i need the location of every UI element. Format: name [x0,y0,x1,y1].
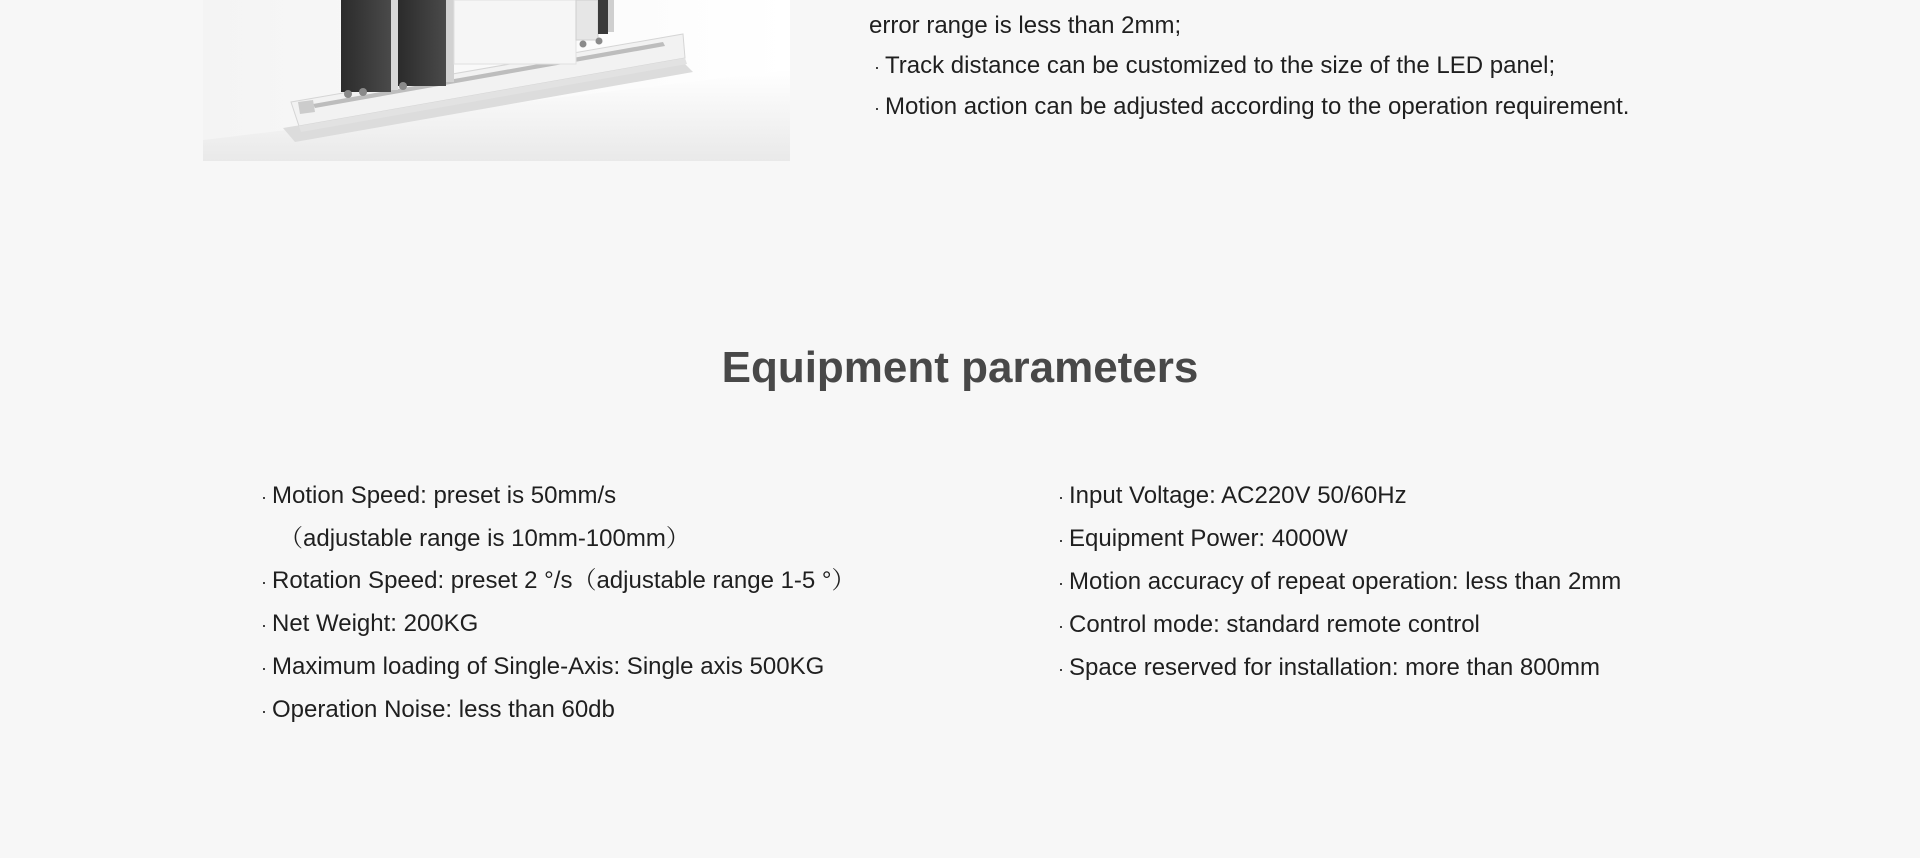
param-item [261,646,856,689]
bullet-dot: · [874,57,880,77]
led-track-illustration [203,0,790,161]
bullet-dot: · [874,98,880,118]
features-list [869,6,1869,128]
param-item [261,475,856,518]
param-item [1058,604,1621,647]
param-text: Motion Speed: preset is 50mm/s [272,482,617,509]
param-text: Motion accuracy of repeat operation: less than 2mm [1069,568,1622,595]
param-item [261,560,856,603]
param-item [261,689,856,732]
bullet-dot: · [1058,659,1064,679]
param-text: Operation Noise: less than 60db [272,696,615,723]
param-subtext: （adjustable range is 10mm-100mm） [279,525,690,552]
param-text: Input Voltage: AC220V 50/60Hz [1069,482,1407,509]
param-text: Equipment Power: 4000W [1069,525,1348,552]
param-item [1058,518,1621,561]
param-item [261,603,856,646]
bullet-dot: · [1058,573,1064,593]
params-left-column [261,475,856,732]
feature-continuation: error range is less than 2mm; [869,12,1182,39]
bullet-dot: · [261,615,267,635]
section-title: Equipment parameters [721,343,1199,392]
param-text: Net Weight: 200KG [272,610,479,637]
bullet-dot: · [1058,616,1064,636]
bullet-dot: · [261,658,267,678]
bullet-dot: · [1058,530,1064,550]
param-item [1058,647,1621,690]
param-text: Maximum loading of Single-Axis: Single axis 500KG [272,653,825,680]
feature-item [869,46,1869,87]
feature-text: Motion action can be adjusted according to the operation requirement. [885,93,1630,120]
bullet-dot: · [1058,487,1064,507]
param-item [1058,475,1621,518]
bullet-dot: · [261,487,267,507]
params-right-column [1058,475,1621,690]
bullet-dot: · [261,701,267,721]
param-text: Space reserved for installation: more than 800mm [1069,654,1600,681]
feature-text: Track distance can be customized to the size of the LED panel; [885,52,1556,79]
bullet-dot: · [261,572,267,592]
param-text: Control mode: standard remote control [1069,611,1480,638]
param-text: Rotation Speed: preset 2 °/s（adjustable range 1-5 °） [272,567,856,594]
feature-item [869,87,1869,128]
param-item [1058,561,1621,604]
product-image [203,0,790,161]
